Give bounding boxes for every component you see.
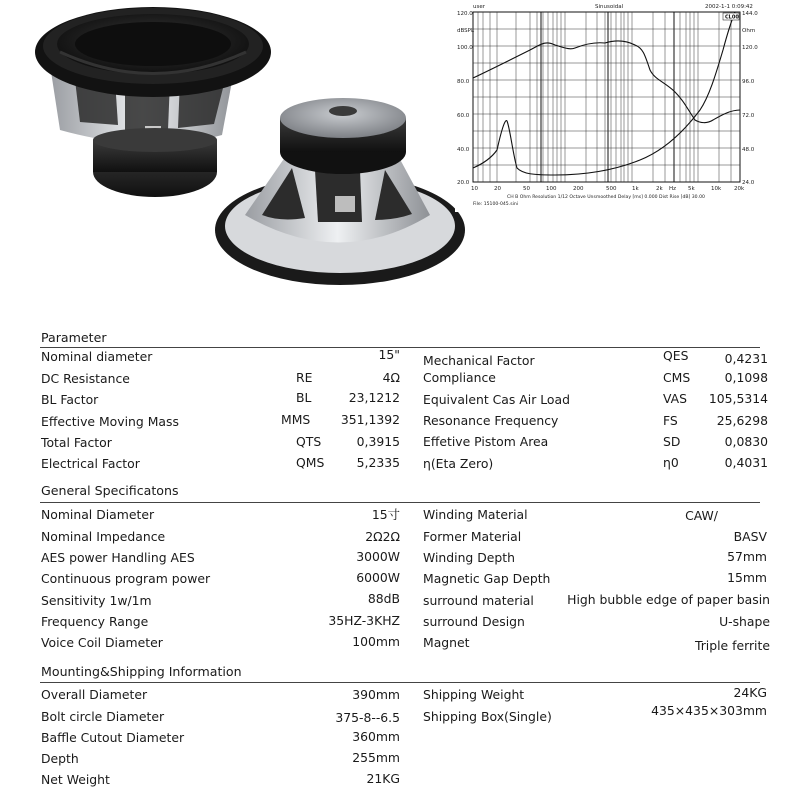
y-right-tick: 72.0	[742, 113, 755, 119]
spec-value: 6000W	[356, 570, 400, 585]
spec-value: High bubble edge of paper basin	[567, 592, 770, 607]
spec-label: Nominal Impedance	[41, 529, 166, 544]
param-symbol: SD	[663, 434, 681, 449]
param-label: Effetive Pistom Area	[423, 434, 549, 449]
mount-label: Bolt circle Diameter	[41, 709, 165, 724]
mount-value: 21KG	[366, 771, 400, 786]
param-symbol: RE	[296, 370, 313, 385]
param-label: Electrical Factor	[41, 456, 140, 471]
param-label: Compliance	[423, 370, 496, 385]
y-left-tick: 40.0	[457, 147, 470, 153]
spec-label: AES power Handling AES	[41, 550, 195, 565]
param-symbol: MMS	[281, 412, 311, 427]
param-symbol: FS	[663, 413, 678, 428]
spec-value: U-shape	[719, 614, 770, 629]
param-label: Nominal diameter	[41, 349, 153, 364]
mount-value: 435×435×303mm	[651, 703, 767, 718]
x-tick: 50	[523, 186, 530, 192]
y-right-tick: 48.0	[742, 147, 755, 153]
param-symbol: QTS	[296, 434, 322, 449]
param-label: η(Eta Zero)	[423, 456, 494, 471]
frequency-impedance-graph	[455, 0, 758, 212]
parameter-heading: Parameter	[41, 330, 107, 345]
y-left-unit: dBSPL	[457, 28, 475, 34]
graph-legend: CL00	[725, 14, 739, 21]
param-value: 0,0830	[724, 434, 768, 449]
mount-label: Overall Diameter	[41, 687, 148, 702]
y-right-tick: 144.0	[742, 11, 758, 17]
mount-value: 375-8--6.5	[335, 710, 400, 725]
graph-header-right: 2002-1-1 0:09:42	[705, 4, 753, 10]
spec-value: 15mm	[727, 570, 767, 585]
spec-value: Triple ferrite	[694, 638, 770, 653]
param-label: Mechanical Factor	[423, 353, 535, 368]
spec-label: surround Design	[423, 614, 525, 629]
x-tick: 500	[606, 186, 617, 192]
graph-header-left: user	[473, 4, 485, 10]
param-label: Resonance Frequency	[423, 413, 559, 428]
spec-label: Winding Depth	[423, 550, 515, 565]
param-value: 5,2335	[356, 455, 400, 470]
y-right-tick: 120.0	[742, 45, 758, 51]
spec-label: Nominal Diameter	[41, 507, 155, 522]
param-value: 25,6298	[716, 413, 768, 428]
spec-label: Magnet	[423, 635, 470, 650]
param-value: 0,4231	[724, 351, 768, 366]
param-value: 0,1098	[724, 370, 768, 385]
y-left-tick: 60.0	[457, 113, 470, 119]
param-value: 0,4031	[724, 455, 768, 470]
param-label: Effective Moving Mass	[41, 414, 179, 429]
spec-label: Sensitivity 1w/1m	[41, 593, 152, 608]
mount-value: 360mm	[352, 729, 400, 744]
spec-value: 88dB	[367, 591, 400, 606]
param-label: DC Resistance	[41, 371, 130, 386]
general-heading: General Specificatons	[41, 483, 179, 498]
mount-label: Shipping Box(Single)	[423, 709, 552, 724]
spec-label: Magnetic Gap Depth	[423, 571, 551, 586]
spec-value: 57mm	[727, 549, 767, 564]
param-value: 23,1212	[348, 390, 400, 405]
param-value: 4Ω	[382, 370, 400, 385]
spec-value: 2Ω2Ω	[365, 529, 400, 544]
mounting-rule	[40, 682, 760, 683]
spec-value: CAW/	[685, 508, 718, 523]
x-tick: 2k	[656, 186, 663, 192]
graph-header-center: Sinusoidal	[595, 4, 624, 10]
param-symbol: CMS	[663, 370, 691, 385]
y-left-tick: 80.0	[457, 79, 470, 85]
x-tick: 20k	[734, 186, 745, 192]
spec-value: BASV	[733, 529, 767, 544]
mount-label: Shipping Weight	[423, 687, 525, 702]
param-value: 105,5314	[708, 391, 768, 406]
x-tick: 100	[546, 186, 557, 192]
spec-value: 100mm	[352, 634, 400, 649]
graph-footer: CH B Ohm Resolution 1/12 Octave Unsmoothed Delay [ms] 0.000 Dist Rise [dB] 30.00	[507, 195, 705, 200]
spec-value: 15寸	[371, 507, 400, 522]
speaker-rear-view	[215, 98, 465, 285]
mount-label: Net Weight	[41, 772, 110, 787]
spec-label: Former Material	[423, 529, 522, 544]
spec-value: 3000W	[356, 549, 400, 564]
param-symbol: QMS	[296, 455, 325, 470]
spec-label: Continuous program power	[41, 571, 211, 586]
spec-label: Winding Material	[423, 507, 528, 522]
speaker-front-view	[35, 7, 271, 197]
spec-label: Frequency Range	[41, 614, 149, 629]
param-value: 351,1392	[340, 412, 400, 427]
mount-label: Baffle Cutout Diameter	[41, 730, 185, 745]
y-left-tick: 100.0	[457, 45, 473, 51]
param-label: Equivalent Cas Air Load	[423, 392, 570, 407]
y-left-tick: 120.0	[457, 11, 473, 17]
x-tick: 200	[573, 186, 584, 192]
graph-file: File: 15100-045.sini	[473, 202, 519, 207]
param-symbol: QES	[663, 348, 689, 363]
param-symbol: VAS	[663, 391, 688, 406]
param-value: 0,3915	[356, 434, 400, 449]
mount-value: 255mm	[352, 750, 400, 765]
param-value: 15"	[378, 347, 400, 362]
y-left-tick: 20.0	[457, 180, 470, 186]
spec-label: surround material	[423, 593, 534, 608]
param-symbol: η0	[663, 455, 679, 470]
param-symbol: BL	[296, 390, 312, 405]
spec-label: Voice Coil Diameter	[41, 635, 163, 650]
x-axis-unit: Hz	[669, 186, 677, 192]
x-tick: 10k	[711, 186, 722, 192]
mounting-heading: Mounting&Shipping Information	[41, 664, 242, 679]
x-tick: 10	[471, 186, 478, 192]
y-right-unit: Ohm	[742, 28, 756, 34]
x-tick: 5k	[688, 186, 695, 192]
x-tick: 1k	[632, 186, 639, 192]
param-label: BL Factor	[41, 392, 99, 407]
mount-value: 24KG	[733, 685, 767, 700]
spec-value: 35HZ-3KHZ	[328, 613, 400, 628]
param-label: Total Factor	[41, 435, 112, 450]
parameter-rule	[40, 347, 760, 348]
mount-label: Depth	[41, 751, 79, 766]
y-right-tick: 96.0	[742, 79, 755, 85]
mount-value: 390mm	[352, 687, 400, 702]
x-tick: 20	[494, 186, 501, 192]
y-right-tick: 24.0	[742, 180, 755, 186]
general-rule	[40, 502, 760, 503]
speaker-product-photos	[0, 0, 460, 300]
